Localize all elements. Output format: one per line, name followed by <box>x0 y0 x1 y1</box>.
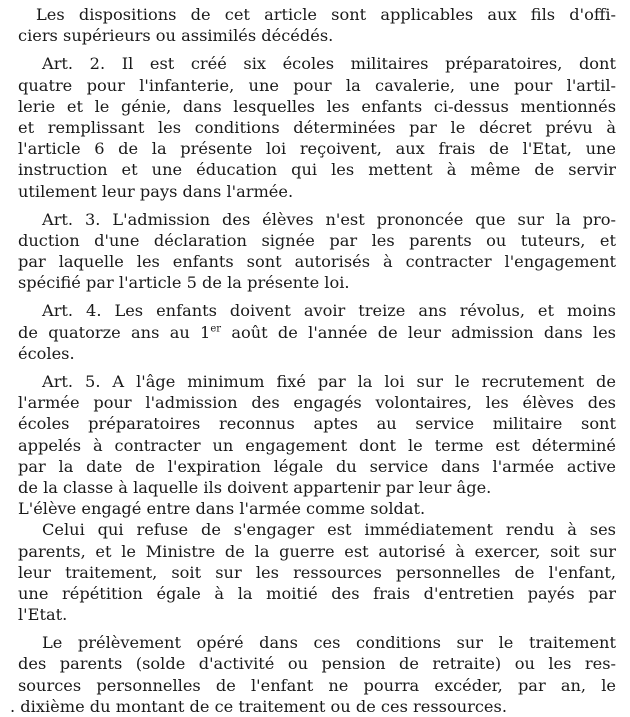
text-line: parents, et le Ministre de la guerre est autorisé à exercer, soit sur <box>18 541 616 561</box>
text-line: de la classe à laquelle ils doivent appartenir par leur âge. <box>18 477 492 497</box>
text-line: Art. 3. L'admission des élèves n'est prononcée que sur la pro- <box>42 209 616 229</box>
text-line: instruction et une éducation qui les mettent à même de servir <box>18 160 616 180</box>
text-line: appelés à contracter un engagement dont le terme est déterminé <box>18 435 616 455</box>
document-page <box>10 4 616 717</box>
text-line <box>18 322 616 343</box>
text-line: lerie et le génie, dans lesquelles les enfants ci-dessus mentionnés <box>18 96 616 116</box>
paragraph-article-5 <box>18 371 616 625</box>
text-line: spécifié par l'article 5 de la présente loi. <box>18 273 350 293</box>
paragraph-article-2 <box>18 53 616 201</box>
paragraph-article-3 <box>18 209 616 294</box>
text-line: ciers supérieurs ou assimilés décédés. <box>18 26 334 46</box>
text-line: L'élève engagé entre dans l'armée comme soldat. <box>18 499 426 519</box>
text-line: leur traitement, soit sur les ressources personnelles de l'enfant, <box>18 562 616 582</box>
text-line: par laquelle les enfants sont autorisés à contracter l'engagement <box>18 252 616 272</box>
text-line: Les dispositions de cet article sont applicables aux fils d'offi- <box>36 5 616 24</box>
paragraph-gap <box>18 46 616 53</box>
text-line: Art. 4. Les enfants doivent avoir treize ans révolus, et moins <box>42 301 616 321</box>
text-line: l'Etat. <box>18 605 68 625</box>
paragraph-fils-officiers <box>18 4 616 46</box>
text-line: écoles. <box>18 343 75 363</box>
paragraph-gap <box>18 625 616 632</box>
text-line: quatre pour l'infanterie, une pour la cavalerie, une pour l'artil- <box>18 75 616 95</box>
text-line: duction d'une déclaration signée par les parents ou tuteurs, et <box>18 230 616 250</box>
text-line: des parents (solde d'activité ou pension de retraite) ou les res- <box>18 654 616 674</box>
text-span: août de l'année de leur admission dans les <box>221 322 616 342</box>
text-line: et remplissant les conditions déterminées par le décret prévu à <box>18 117 616 137</box>
text-span: de quatorze ans au 1 <box>18 322 211 342</box>
text-line: une répétition égale à la moitié des frais d'entretien payés par <box>18 583 616 603</box>
text-line: utilement leur pays dans l'armée. <box>18 181 294 201</box>
text-line: l'armée pour l'admission des engagés volontaires, les élèves des <box>18 393 616 413</box>
text-line: Le prélèvement opéré dans ces conditions sur le traitement <box>42 633 616 653</box>
text-line: par la date de l'expiration légale du service dans l'armée active <box>18 456 616 476</box>
paragraph-article-4 <box>18 300 616 364</box>
text-line: Art. 2. Il est créé six écoles militaires préparatoires, dont <box>42 54 616 74</box>
text-line: Art. 5. A l'âge minimum fixé par la loi sur le recrutement de <box>42 372 616 391</box>
superscript: er <box>210 323 222 335</box>
paragraph-prelevement <box>10 632 616 717</box>
text-line: . dixième du montant de ce traitement ou de ces ressources. <box>10 696 507 716</box>
paragraph-gap <box>18 293 616 300</box>
paragraph-gap <box>18 202 616 209</box>
text-line: sources personnelles de l'enfant ne pourra excéder, par an, le <box>18 675 616 695</box>
paragraph-gap <box>18 364 616 371</box>
text-line: l'article 6 de la présente loi reçoivent, aux frais de l'Etat, une <box>18 139 616 159</box>
text-line: Celui qui refuse de s'engager est immédiatement rendu à ses <box>42 520 616 540</box>
text-line: écoles préparatoires reconnus aptes au service militaire sont <box>18 414 616 434</box>
